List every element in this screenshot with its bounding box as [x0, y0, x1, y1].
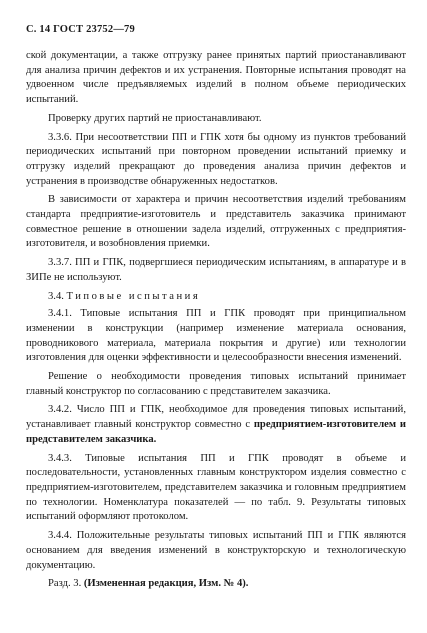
clause-3-4-2-bold-text: предприятием-изготовителем и представителем заказчика. — [26, 419, 406, 445]
revision-note-bold: (Измененная редакция, Изм. № 4). — [83, 578, 249, 590]
revision-note — [26, 577, 406, 592]
section-heading-3-4 — [26, 290, 406, 305]
revision-note-label: Разд. 3. — [48, 578, 84, 590]
clause-3-4-1: 3.4.1. Типовые испытания ПП и ГПК проводят при принципиальном изменении в конструкции (например изменение материала основания, проводникового материала, материала покрытия и другие) или технологии изготовления для оценки эффективности и целесообразности внесения изменений. — [26, 308, 406, 364]
clause-3-3-7: 3.3.7. ПП и ГПК, подвергшиеся периодическим испытаниям, в аппаратуре и в ЗИПе не используют. — [26, 257, 406, 283]
paragraph-decision: Решение о необходимости проведения типовых испытаний принимает главный конструктор по согласованию с представителем заказчика. — [26, 371, 406, 397]
paragraph-continuation: ской документации, а также отгрузку ранее принятых партий приостанавливают для анализа причин дефектов и их устранения. Повторные испытания проводят на удвоенном числе предъявляемых изделий в полном объеме периодических испытаний. — [26, 50, 406, 106]
paragraph-other-lots: Проверку других партий не приостанавливают. — [48, 112, 262, 124]
paragraph-nonconformity: В зависимости от характера и причин несоответствия изделий требованиям стандарта предприятие-изготовитель и представитель заказчика принимают совместное решение в отношении задела изделий, отгруженных с предприятия-изготовителя, и возобновления приемки. — [26, 194, 406, 250]
section-number: 3.4. — [48, 290, 64, 302]
clause-3-3-6: 3.3.6. При несоответствии ПП и ГПК хотя бы одному из пунктов требований периодических испытаний при повторном проведении испытаний приемку и отгрузку изделий прекращают до проведения анализа причин дефектов и устранения в производстве обнаруженных недостатков. — [26, 131, 406, 187]
clause-3-4-2-text: 3.4.2. Число ПП и ГПК, необходимое для проведения типовых испытаний, устанавливает главный конструктор совместно с — [26, 404, 406, 431]
clause-3-4-4: 3.4.4. Положительные результаты типовых испытаний ПП и ГПК являются основанием для введения изменений в конструкторскую и технологическую документацию. — [26, 530, 406, 571]
page-header: С. 14 ГОСТ 23752—79 — [26, 24, 135, 35]
section-title: Типовые испытания — [66, 290, 201, 302]
clause-3-4-3: 3.4.3. Типовые испытания ПП и ГПК проводят в объеме и последовательности, установленных главным конструктором изделия совместно с предприятием-изготовителем, представителем заказчика и головным предприятием по технологии. Номенклатура показателей — по табл. 9. Результаты типовых испытаний оформляют протоколом. — [26, 452, 406, 523]
clause-3-4-2 — [26, 403, 406, 447]
document-body — [26, 49, 406, 596]
